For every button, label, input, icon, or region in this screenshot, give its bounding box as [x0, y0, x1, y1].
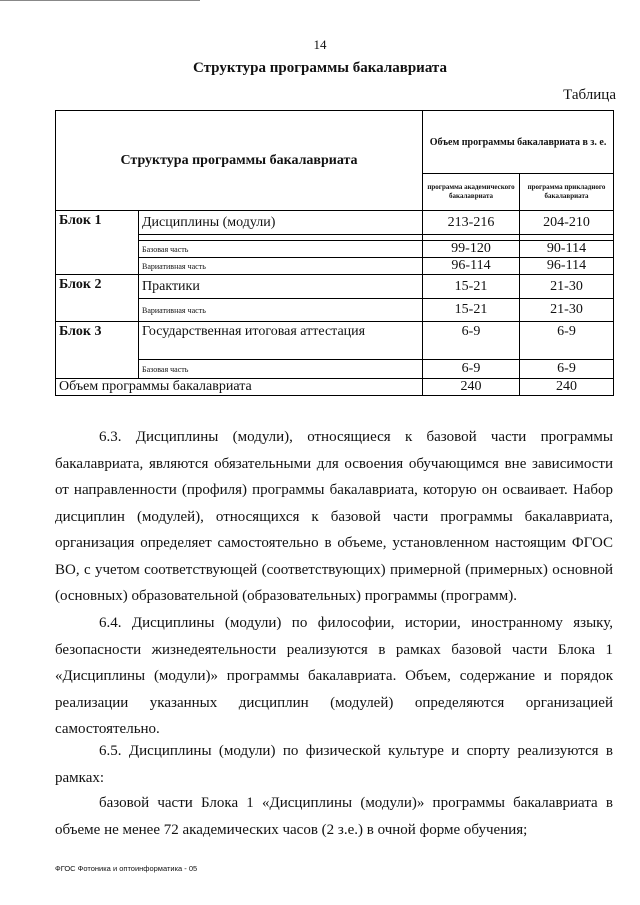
academic-value: 213-216: [423, 211, 520, 235]
header-structure: Структура программы бакалавриата: [56, 111, 423, 211]
paragraph-6-5-item: базовой части Блока 1 «Дисциплины (модули)» программы бакалавриата в объеме не менее 72 академических часов (2 з.е.) в очной форме обучения;: [55, 795, 613, 838]
footer-note: ФГОС Фотоника и оптоинформатика - 05: [55, 864, 198, 873]
applied-value: 96-114: [520, 258, 614, 275]
structure-table: [55, 110, 614, 396]
academic-value: 99-120: [423, 241, 520, 258]
academic-value: 6-9: [423, 322, 520, 360]
header-volume: Объем программы бакалавриата в з. е.: [423, 111, 614, 174]
academic-value: 96-114: [423, 258, 520, 275]
row-name: Дисциплины (модули): [139, 211, 423, 235]
total-label: Объем программы бакалавриата: [56, 379, 423, 396]
academic-value: 240: [423, 379, 520, 396]
academic-value: 15-21: [423, 299, 520, 322]
block-label: Блок 2: [56, 275, 139, 322]
table-row: [56, 211, 614, 235]
applied-value: 204-210: [520, 211, 614, 235]
table-row: [56, 258, 614, 275]
page-title: Структура программы бакалавриата: [193, 60, 447, 76]
table-row: [56, 379, 614, 396]
applied-value: 90-114: [520, 241, 614, 258]
row-name: Вариативная часть: [139, 299, 423, 322]
table-row: [56, 241, 614, 258]
row-name: Вариативная часть: [139, 258, 423, 275]
academic-value: 6-9: [423, 360, 520, 379]
page-number: 14: [313, 37, 327, 52]
header-applied: программа прикладного бакалавриата: [520, 174, 614, 211]
applied-value: 6-9: [520, 360, 614, 379]
applied-value: 6-9: [520, 322, 614, 360]
row-name: Базовая часть: [139, 360, 423, 379]
paragraph-6-4: 6.4. Дисциплины (модули) по философии, истории, иностранному языку, безопасности жизнедеятельности реализуются в рамках базовой части Блока 1 «Дисциплины (модули)» программы бакалавриата. Объем, содержание и порядок реализации указанных дисциплин (модулей) определяются организацией самостоятельно.: [55, 615, 613, 737]
table-row: [56, 322, 614, 360]
header-academic: программа академического бакалавриата: [423, 174, 520, 211]
table-row: [56, 360, 614, 379]
row-name: Базовая часть: [139, 241, 423, 258]
applied-value: 240: [520, 379, 614, 396]
block-label: Блок 1: [56, 211, 139, 275]
academic-value: 15-21: [423, 275, 520, 299]
table-row: [56, 299, 614, 322]
applied-value: 21-30: [520, 275, 614, 299]
table-label: Таблица: [563, 87, 616, 103]
applied-value: 21-30: [520, 299, 614, 322]
table-row: [56, 275, 614, 299]
paragraph-6-3: 6.3. Дисциплины (модули), относящиеся к базовой части программы бакалавриата, являются обязательными для освоения обучающимся вне зависимости от направленности (профиля) программы бакалавриата, которую он осваивает. Набор дисциплин (модулей), относящихся к базовой части программы бакалавриата, организация определяет самостоятельно в объеме, установленном настоящим ФГОС ВО, с учетом соответствующей (соответствующих) примерной (примерных) основной (основных) образовательной (образовательных) программы (программ).: [55, 429, 613, 604]
top-divider: [0, 0, 200, 1]
block-label: Блок 3: [56, 322, 139, 379]
row-name: Практики: [139, 275, 423, 299]
row-name: Государственная итоговая аттестация: [139, 322, 423, 360]
paragraph-6-5: 6.5. Дисциплины (модули) по физической культуре и спорту реализуются в рамках:: [55, 743, 613, 786]
